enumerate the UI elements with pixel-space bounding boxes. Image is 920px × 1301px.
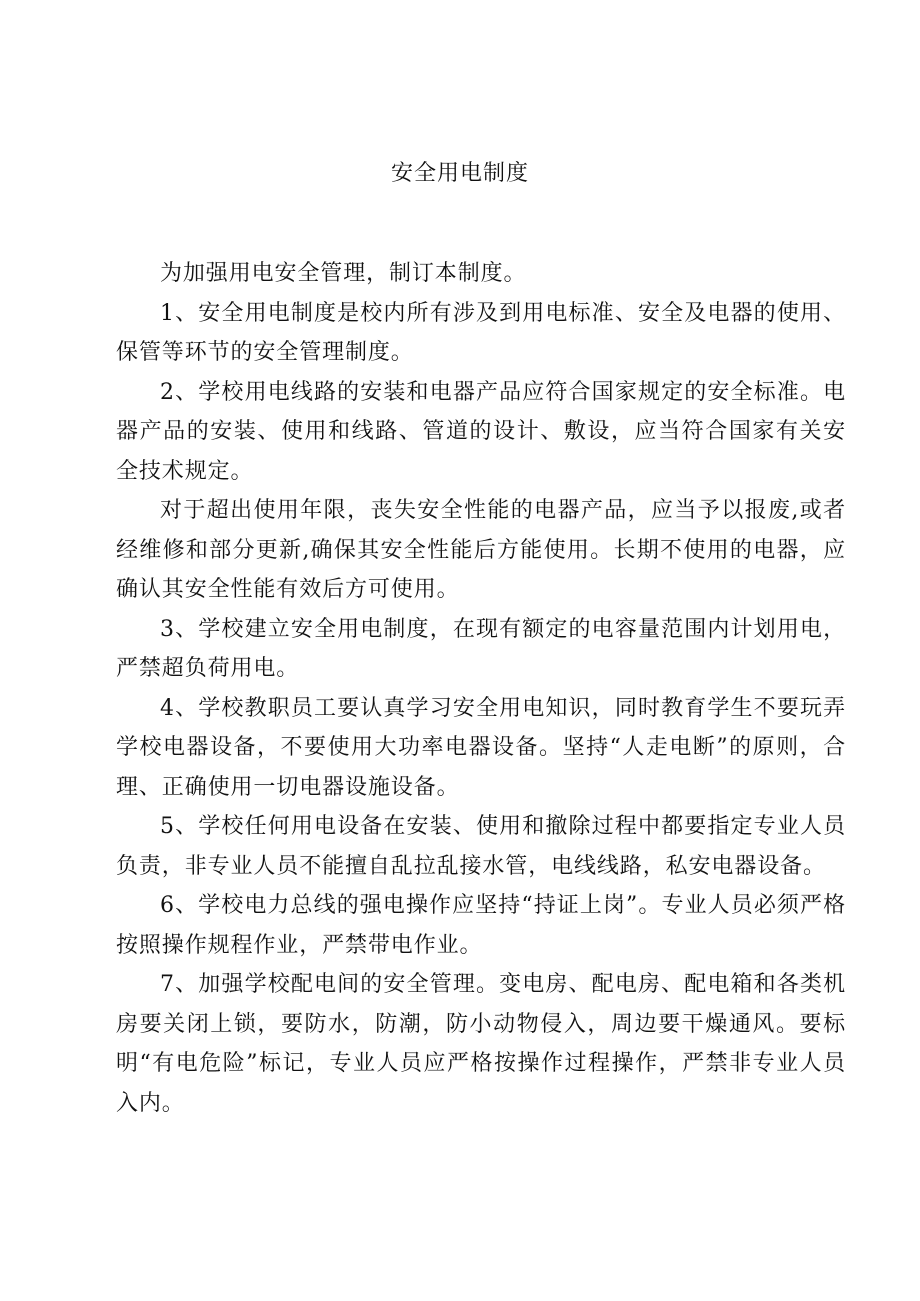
paragraph-item-7: 7、加强学校配电间的安全管理。变电房、配电房、配电箱和各类机房要关闭上锁，要防水，防潮，防小动物侵入，周边要干燥通风。要标明“有电危险”标记，专业人员应严格按操作过程操作，严禁非专业人员入内。 <box>116 972 846 1116</box>
paragraph-item-6: 6、学校电力总线的强电操作应坚持“持证上岗”。专业人员必须严格按照操作规程作业，严禁带电作业。 <box>116 893 846 958</box>
paragraph-item-3: 3、学校建立安全用电制度，在现有额定的电容量范围内计划用电，严禁超负荷用电。 <box>116 616 846 681</box>
paragraph-item-4: 4、学校教职员工要认真学习安全用电知识，同时教育学生不要玩弄学校电器设备，不要使用大功率电器设备。坚持“人走电断”的原则，合理、正确使用一切电器设施设备。 <box>116 695 846 800</box>
paragraph-intro: 为加强用电安全管理，制订本制度。 <box>160 261 527 286</box>
paragraph-item-2: 2、学校用电线路的安装和电器产品应符合国家规定的安全标准。电器产品的安装、使用和线路、管道的设计、敷设，应当符合国家有关安全技术规定。 <box>116 379 846 484</box>
paragraph-item-5: 5、学校任何用电设备在安装、使用和撤除过程中都要指定专业人员负责，非专业人员不能擅自乱拉乱接水管，电线线路，私安电器设备。 <box>116 814 846 879</box>
paragraph-item-2-supplement: 对于超出使用年限，丧失安全性能的电器产品，应当予以报废,或者经维修和部分更新,确保其安全性能后方能使用。长期不使用的电器，应确认其安全性能有效后方可使用。 <box>116 498 846 602</box>
document-title: 安全用电制度 <box>390 161 529 186</box>
document-body <box>116 254 846 1123</box>
paragraph-item-1: 1、安全用电制度是校内所有涉及到用电标准、安全及电器的使用、保管等环节的安全管理制度。 <box>116 300 846 365</box>
